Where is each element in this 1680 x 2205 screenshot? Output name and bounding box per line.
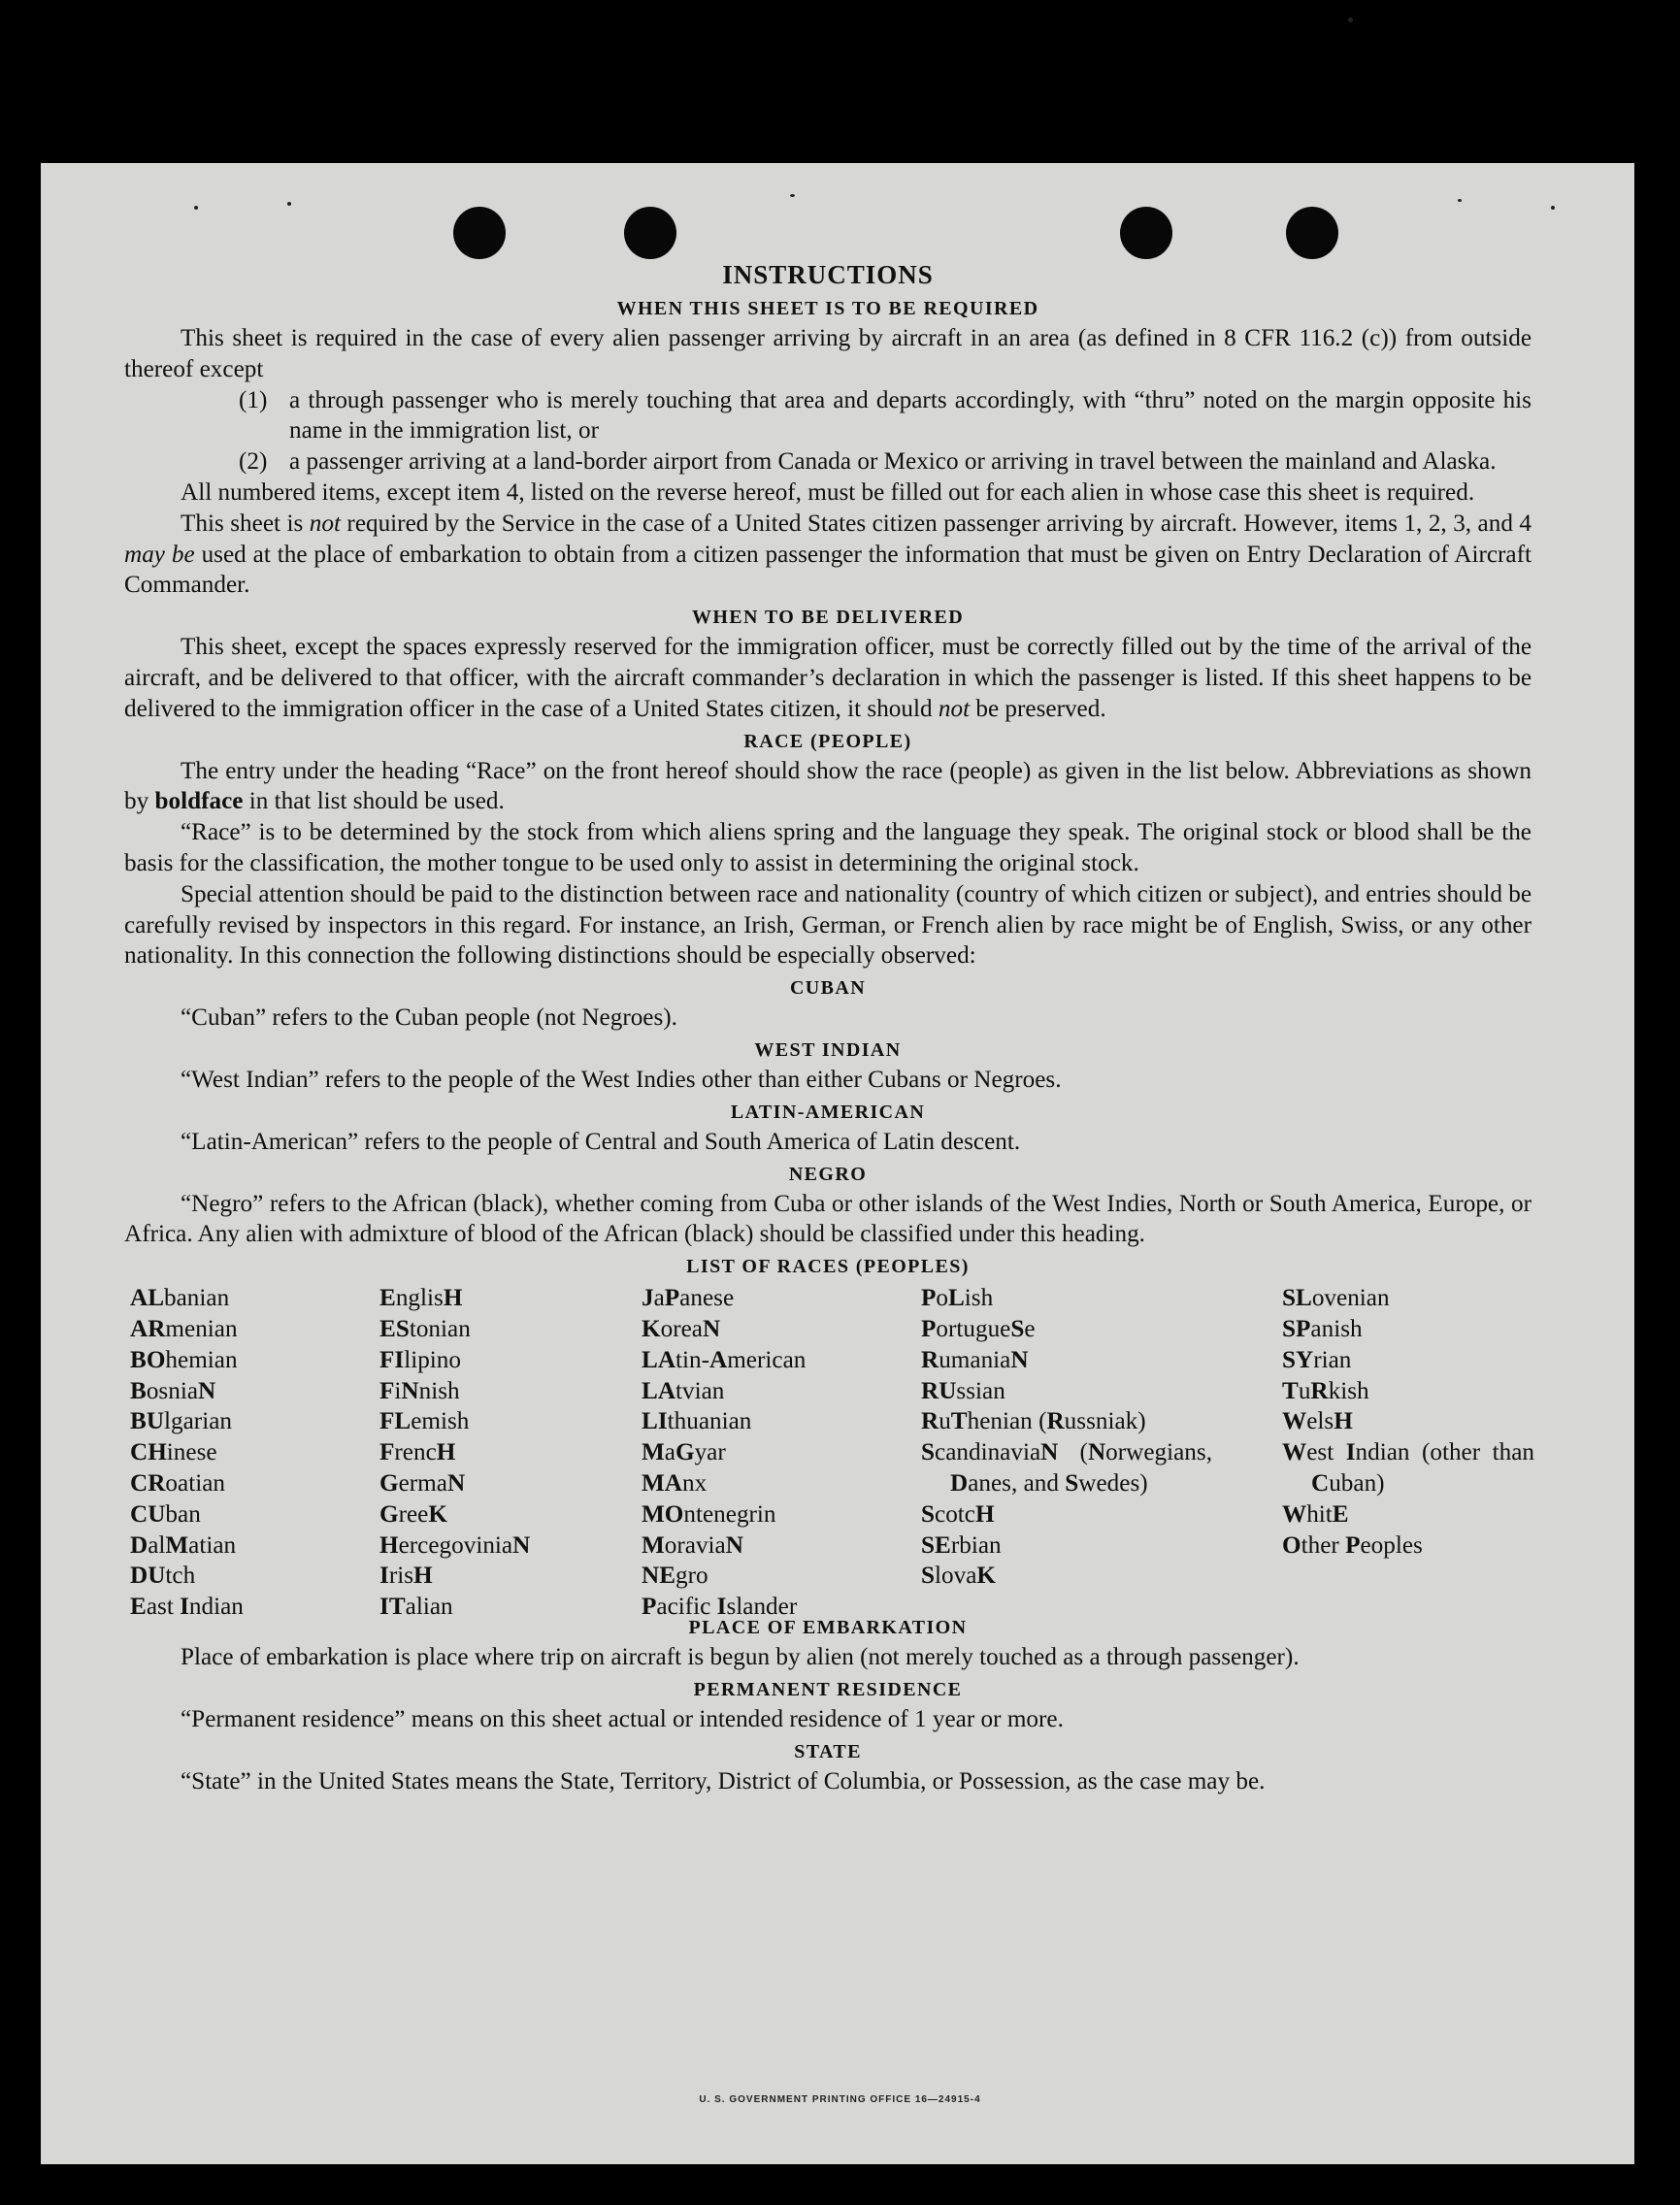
punch-hole bbox=[453, 207, 506, 259]
list-item-text: a through passenger who is merely touching that area and departs accordingly, with “thru” noted on the margin opposite his name in the immigration list, or bbox=[289, 386, 1532, 444]
punch-hole bbox=[1120, 207, 1172, 259]
speck bbox=[1348, 17, 1353, 22]
paragraph: All numbered items, except item 4, listed on the reverse hereof, must be filled out for each alien in whose case this sheet is required. bbox=[181, 478, 1475, 506]
race-entry: JaPanese bbox=[642, 1285, 735, 1312]
text-run: The entry under the heading “Race” on the front hereof should show the race (people) as given in the list below. Abbreviations as shown by bbox=[124, 757, 1532, 815]
race-entry: FrencH bbox=[379, 1439, 456, 1466]
list-item-number: (2) bbox=[239, 448, 268, 476]
section-heading-races: LIST OF RACES (PEOPLES) bbox=[686, 1256, 970, 1278]
race-entry: SLovenian bbox=[1282, 1285, 1390, 1312]
race-entry: DalMatian bbox=[130, 1531, 237, 1559]
race-list bbox=[124, 1283, 1534, 1621]
race-entry: EStonian bbox=[379, 1315, 471, 1342]
punch-hole bbox=[1286, 207, 1338, 259]
speck bbox=[194, 206, 198, 210]
emphasis: not bbox=[938, 695, 971, 722]
race-entry: PoLish bbox=[921, 1285, 994, 1312]
section-heading-negro: NEGRO bbox=[788, 1163, 868, 1185]
race-entry: LAtin-American bbox=[642, 1346, 807, 1373]
paragraph: “Latin-American” refers to the people of Central and South America of Latin descent. bbox=[181, 1128, 1021, 1155]
race-entry: WhitE bbox=[1282, 1500, 1349, 1528]
list-item-text: a passenger arriving at a land-border airport from Canada or Mexico or arriving in travel between the mainland and Alaska. bbox=[289, 448, 1497, 476]
bold-text: boldface bbox=[154, 788, 244, 815]
list-item-number: (1) bbox=[239, 386, 268, 413]
race-entry: MoraviaN bbox=[642, 1531, 743, 1559]
race-entry: BosniaN bbox=[130, 1377, 216, 1404]
race-column bbox=[379, 1283, 622, 1623]
race-entry: IrisH bbox=[379, 1563, 433, 1590]
race-entry: FIlipino bbox=[379, 1346, 461, 1373]
text-run: be preserved. bbox=[970, 695, 1106, 722]
section-heading-west-indian: WEST INDIAN bbox=[754, 1038, 902, 1061]
list-item bbox=[239, 446, 1532, 477]
text-run: used at the place of embarkation to obtain from a citizen passenger the information that must be given on Entry Declaration of Aircraft Commander. bbox=[124, 541, 1532, 599]
race-entry: DUtch bbox=[130, 1563, 196, 1590]
section-heading-race: RACE (PEOPLE) bbox=[743, 730, 912, 752]
section-heading-embarkation: PLACE OF EMBARKATION bbox=[688, 1617, 968, 1639]
paragraph: “Permanent residence” means on this sheet actual or intended residence of 1 year or more. bbox=[181, 1705, 1064, 1732]
race-entry: NEgro bbox=[642, 1563, 708, 1590]
instructions-body bbox=[124, 257, 1532, 1797]
race-entry: CHinese bbox=[130, 1439, 217, 1466]
race-entry: MOntenegrin bbox=[642, 1500, 776, 1528]
race-entry: TuRkish bbox=[1282, 1377, 1369, 1404]
section-heading-latin-american: LATIN-AMERICAN bbox=[730, 1101, 926, 1123]
race-entry: MaGyar bbox=[642, 1439, 726, 1466]
race-entry: PortugueSe bbox=[921, 1315, 1036, 1342]
race-entry: CRoatian bbox=[130, 1469, 225, 1497]
race-entry: LIthuanian bbox=[642, 1408, 752, 1435]
paragraph: “State” in the United States means the State, Territory, District of Columbia, or Possession, as the case may be. bbox=[181, 1767, 1266, 1794]
section-heading-delivered: WHEN TO BE DELIVERED bbox=[691, 607, 965, 629]
race-column bbox=[921, 1283, 1212, 1592]
section-heading-state: STATE bbox=[794, 1740, 862, 1762]
section-heading-cuban: CUBAN bbox=[789, 977, 867, 1000]
race-entry: FLemish bbox=[379, 1408, 470, 1435]
section-heading-required: WHEN THIS SHEET IS TO BE REQUIRED bbox=[616, 298, 1039, 319]
text-run: in that list should be used. bbox=[243, 788, 505, 815]
race-entry: CUban bbox=[130, 1500, 201, 1528]
race-entry: RUssian bbox=[921, 1377, 1005, 1404]
race-entry: ALbanian bbox=[130, 1285, 230, 1312]
exception-list bbox=[239, 385, 1532, 477]
paragraph: “Negro” refers to the African (black), whether coming from Cuba or other islands of the West Indies, North or South America, Europe, or Africa. Any alien with admixture of blood of the African (black) should be classified under this heading. bbox=[124, 1190, 1532, 1248]
paragraph: Special attention should be paid to the distinction between race and nationality (country of which citizen or subject), and entries should be carefully revised by inspectors in this regard. For instance, an Irish, German, or French alien by race might be of English, Swiss, or any other nationality. In this connection the following distinctions should be especially observed: bbox=[124, 880, 1532, 970]
race-entry: WelsH bbox=[1282, 1408, 1353, 1435]
race-entry: ARmenian bbox=[130, 1315, 238, 1342]
emphasis: not bbox=[309, 510, 341, 537]
printing-office-footer: U. S. GOVERNMENT PRINTING OFFICE 16—24915-4 bbox=[699, 2094, 981, 2105]
race-entry: MAnx bbox=[642, 1469, 708, 1497]
speck bbox=[287, 202, 291, 206]
page-title: INSTRUCTIONS bbox=[722, 260, 934, 289]
race-entry: RuThenian (Russniak) bbox=[921, 1408, 1146, 1435]
race-entry: HercegoviniaN bbox=[379, 1531, 531, 1559]
emphasis: may be bbox=[124, 541, 195, 568]
section-heading-residence: PERMANENT RESIDENCE bbox=[693, 1678, 963, 1700]
race-entry: LAtvian bbox=[642, 1377, 725, 1404]
race-entry: BOhemian bbox=[130, 1346, 238, 1373]
speck bbox=[1458, 199, 1462, 202]
race-entry: EnglisH bbox=[379, 1285, 463, 1312]
race-entry: East Indian bbox=[130, 1594, 244, 1621]
punch-hole bbox=[624, 207, 676, 259]
paragraph: Place of embarkation is place where trip on aircraft is begun by alien (not merely touched as a through passenger). bbox=[181, 1644, 1300, 1671]
paragraph: “Cuban” refers to the Cuban people (not Negroes). bbox=[181, 1004, 677, 1032]
race-entry: ITalian bbox=[379, 1594, 453, 1621]
race-entry: RumaniaN bbox=[921, 1346, 1029, 1373]
text-run: This sheet is bbox=[181, 510, 310, 537]
race-entry: SYrian bbox=[1282, 1346, 1352, 1373]
race-entry: GreeK bbox=[379, 1500, 447, 1528]
race-entry: BUlgarian bbox=[130, 1408, 232, 1435]
speck bbox=[790, 194, 795, 197]
list-item bbox=[239, 385, 1532, 447]
race-entry: KoreaN bbox=[642, 1315, 721, 1342]
speck bbox=[1551, 206, 1555, 210]
race-entry: GermaN bbox=[379, 1469, 466, 1497]
text-run: This sheet, except the spaces expressly reserved for the immigration officer, must be correctly filled out by the time of the arrival of the aircraft, and be delivered to that officer, with the aircraft commander’s declaration in which the passenger is listed. If this sheet happens to be delivered to the immigration officer in the case of a United States citizen, it should bbox=[124, 634, 1532, 722]
race-column bbox=[1282, 1283, 1534, 1561]
paragraph bbox=[124, 632, 1532, 724]
paragraph: “West Indian” refers to the people of the West Indies other than either Cubans or Negroes. bbox=[181, 1066, 1062, 1093]
race-entry: SPanish bbox=[1282, 1315, 1363, 1342]
race-entry: ScandinaviaN (Norwegians, Danes, and Swedes) bbox=[921, 1439, 1212, 1497]
paragraph: This sheet is required in the case of every alien passenger arriving by aircraft in an area (as defined in 8 CFR 116.2 (c)) from outside thereof except bbox=[124, 325, 1532, 382]
race-entry: West Indian (other than Cuban) bbox=[1282, 1439, 1534, 1497]
race-entry: Pacific Islander bbox=[642, 1594, 798, 1621]
paragraph: “Race” is to be determined by the stock from which aliens spring and the language they speak. The original stock or blood shall be the basis for the classification, the mother tongue to be used only to assist in determining the original stock. bbox=[124, 819, 1532, 876]
race-entry: SlovaK bbox=[921, 1563, 996, 1590]
race-entry: Other Peoples bbox=[1282, 1531, 1423, 1559]
paragraph bbox=[124, 756, 1532, 818]
race-column bbox=[130, 1283, 363, 1623]
race-column bbox=[642, 1283, 894, 1623]
race-entry: ScotcH bbox=[921, 1500, 995, 1528]
text-run: required by the Service in the case of a United States citizen passenger arriving by aircraft. However, items 1, 2, 3, and 4 bbox=[340, 510, 1532, 537]
race-entry: SErbian bbox=[921, 1531, 1002, 1559]
paragraph bbox=[124, 509, 1532, 601]
race-entry: FiNnish bbox=[379, 1377, 460, 1404]
